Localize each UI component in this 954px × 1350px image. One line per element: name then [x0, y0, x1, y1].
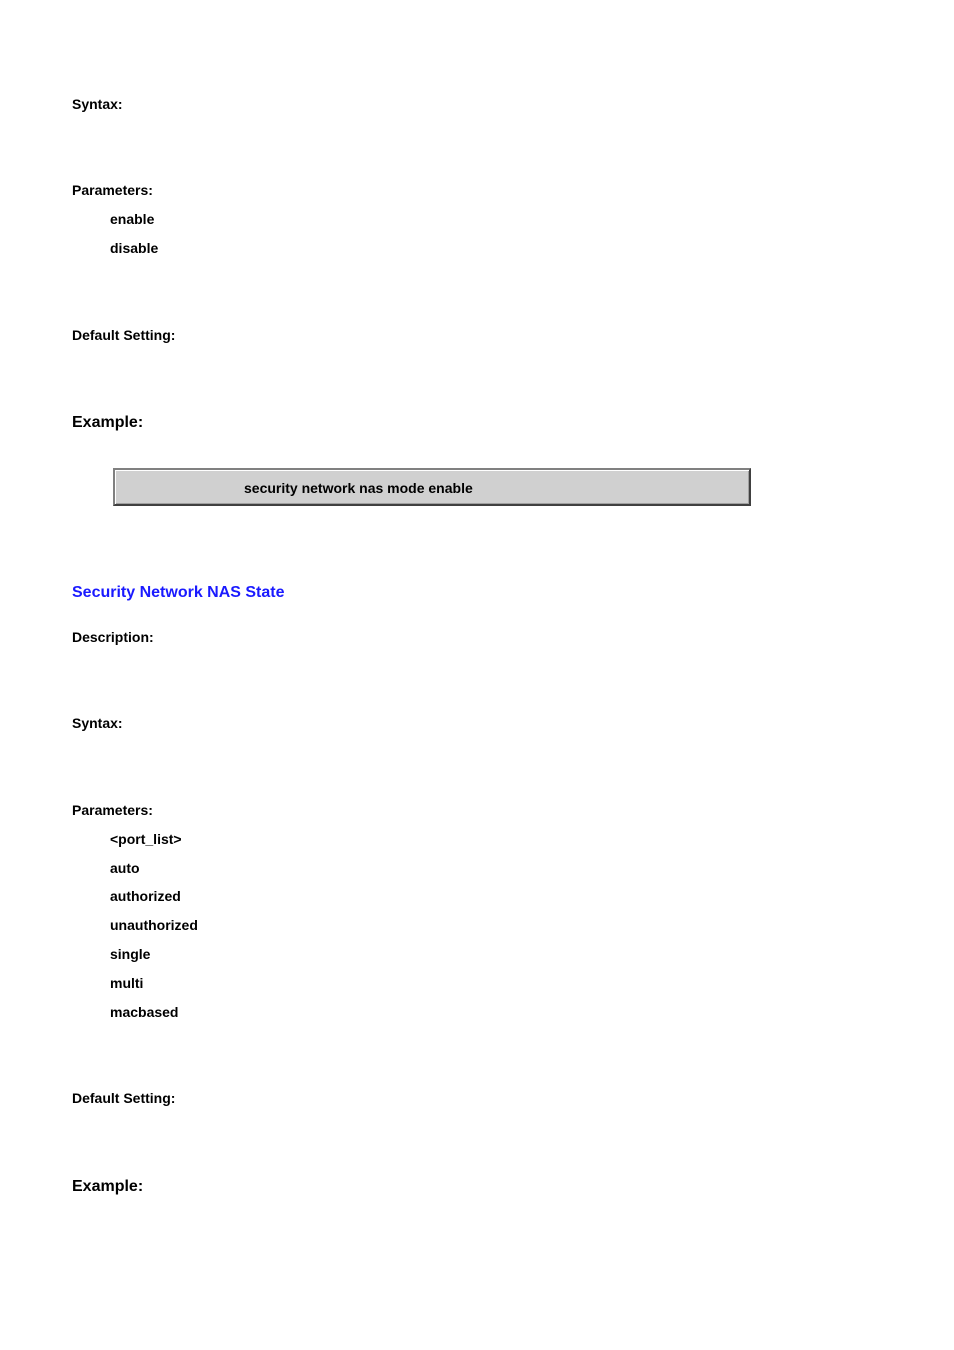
- syntax-heading: Syntax:: [72, 96, 123, 112]
- parameter-authorized: authorized: [110, 888, 181, 904]
- parameter-multi: multi: [110, 975, 144, 991]
- section-title: Security Network NAS State: [72, 584, 285, 601]
- default-setting-heading: Default Setting:: [72, 327, 176, 343]
- parameters-heading-2: Parameters:: [72, 802, 153, 818]
- parameter-disable: disable: [110, 240, 159, 256]
- example-command-box: [113, 468, 751, 506]
- parameter-single: single: [110, 946, 151, 962]
- example-heading-2: Example:: [72, 1178, 144, 1195]
- example-command-text: security network nas mode enable: [244, 480, 473, 496]
- parameters-heading: Parameters:: [72, 182, 153, 198]
- description-heading: Description:: [72, 629, 154, 645]
- parameter-unauthorized: unauthorized: [110, 917, 198, 933]
- syntax-heading-2: Syntax:: [72, 715, 123, 731]
- parameter-macbased: macbased: [110, 1004, 179, 1020]
- parameter-auto: auto: [110, 860, 140, 876]
- parameter-port-list: <port_list>: [110, 831, 182, 847]
- default-setting-heading-2: Default Setting:: [72, 1090, 176, 1106]
- parameter-enable: enable: [110, 211, 155, 227]
- example-heading: Example:: [72, 414, 144, 431]
